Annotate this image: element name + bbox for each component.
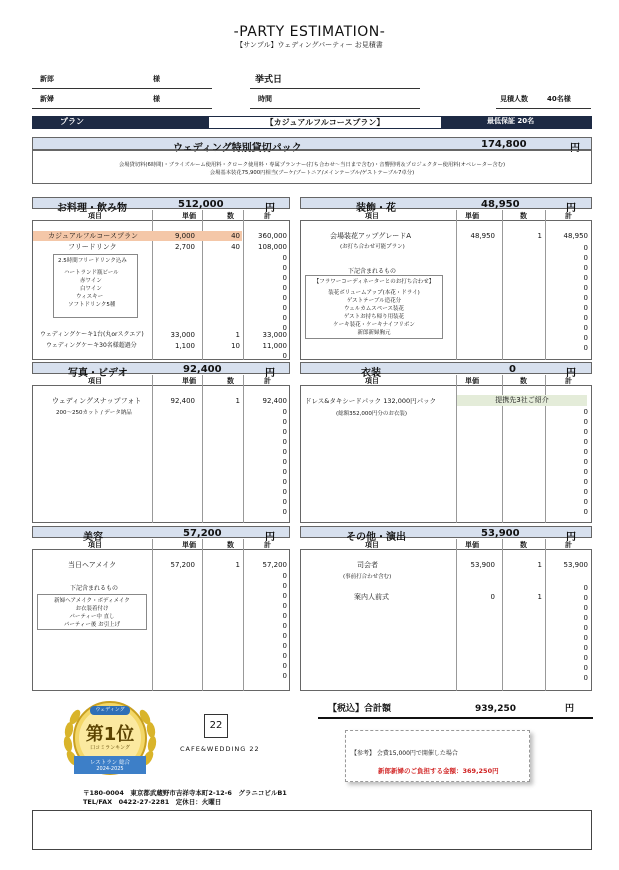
drink-note-7: ソフトドリンク5種 <box>68 302 116 308</box>
zero-cell: 0 <box>282 582 287 590</box>
bride-sama: 様 <box>153 95 160 103</box>
zero-cell: 0 <box>583 584 588 592</box>
pack-title: ウェディング特別貸切パック <box>173 143 302 154</box>
costume-col-item: 項目 <box>365 377 379 385</box>
photo-row-unit: 92,400 <box>170 397 195 405</box>
zero-cell: 0 <box>583 428 588 436</box>
zero-cell: 0 <box>583 344 588 352</box>
beauty-row-qty: 1 <box>235 561 240 569</box>
food-row-1-total: 360,000 <box>258 232 287 240</box>
food-col-item: 項目 <box>88 212 102 220</box>
costume-col-total: 計 <box>565 377 572 385</box>
ranking-badge <box>60 698 160 786</box>
zero-cell: 0 <box>583 478 588 486</box>
zero-cell: 0 <box>583 594 588 602</box>
beauty-col-item: 項目 <box>88 541 102 549</box>
drink-note-3: ハートランド瓶ビール <box>64 270 119 276</box>
plan-bar <box>32 116 592 129</box>
min-guarantee: 最低保証 20名 <box>487 117 535 125</box>
zero-cell: 0 <box>583 468 588 476</box>
total-yen: 円 <box>565 704 575 714</box>
reference-box <box>345 730 530 782</box>
time-label: 時間 <box>258 95 272 103</box>
flower-row-unit: 48,950 <box>470 232 495 240</box>
other-col-total: 計 <box>565 541 572 549</box>
beauty-row-total: 57,200 <box>262 561 287 569</box>
photo-col-unit: 単価 <box>182 377 196 385</box>
date-underline <box>250 88 420 89</box>
other-mc-sub: (事前打合わせ含む) <box>343 574 392 580</box>
beauty-header <box>32 526 290 543</box>
zero-cell: 0 <box>282 662 287 670</box>
drink-note-1: 2.5時間フリードリンク込み <box>58 258 127 264</box>
beauty-col-head <box>32 539 290 549</box>
zero-cell: 0 <box>583 498 588 506</box>
flower-col-item: 項目 <box>365 212 379 220</box>
costume-header <box>300 362 592 379</box>
flower-title: 装飾・花 <box>356 203 396 214</box>
other-guide-unit: 0 <box>490 593 495 601</box>
other-col-head <box>300 539 592 549</box>
zero-cell: 0 <box>583 324 588 332</box>
photo-row-qty: 1 <box>235 397 240 405</box>
flower-note-6: ゲストお持ち帰り用装花 <box>343 314 405 320</box>
flower-col-head <box>300 210 592 220</box>
drink-note-6: ウィスキー <box>76 294 104 300</box>
zero-cell: 0 <box>583 284 588 292</box>
zero-cell: 0 <box>282 468 287 476</box>
logo-number: 22 <box>209 720 223 731</box>
photo-row-sub: 200～250カット / データ納品 <box>56 410 132 416</box>
cake-row-2-unit: 1,100 <box>174 342 195 350</box>
flower-note-7: ケーキ装花・ケーキナイフリボン <box>333 322 415 328</box>
flower-note-8: 新郎新婦胸元 <box>357 330 391 336</box>
other-header <box>300 526 592 543</box>
zero-cell: 0 <box>583 664 588 672</box>
date-label: 挙式日 <box>255 75 283 85</box>
cake-row-1-name: ウェディングケーキ1台(丸orスクエア) <box>40 331 144 338</box>
cake-row-1-total: 33,000 <box>262 331 287 339</box>
other-guide-qty: 1 <box>537 593 542 601</box>
beauty-includes-label: 下記含まれるもの <box>70 585 119 592</box>
beauty-col-unit: 単価 <box>182 541 196 549</box>
zero-cell: 0 <box>282 612 287 620</box>
costume-row-name: ドレス&タキシードパック 132,000円パック <box>305 397 437 405</box>
notes-box <box>32 810 592 850</box>
zero-cell: 0 <box>583 254 588 262</box>
drink-note-4: 赤ワイン <box>80 278 102 284</box>
groom-underline <box>32 88 212 89</box>
other-zero-column <box>568 583 588 683</box>
costume-col-head <box>300 375 592 385</box>
flower-col-total: 計 <box>565 212 572 220</box>
flower-row-name: 会場装花アップグレードA <box>330 232 412 240</box>
zero-cell: 0 <box>583 274 588 282</box>
flower-note-1: 【フラワーコーディネーターとのお打ち合わせ】 <box>313 279 435 285</box>
costume-row-sub: (総額352,000円分のお衣装) <box>336 411 408 417</box>
zero-cell: 0 <box>282 508 287 516</box>
beauty-row-name: 当日ヘアメイク <box>68 561 117 569</box>
food-row-1-name: カジュアルフルコースプラン <box>48 232 138 240</box>
beauty-row-unit: 57,200 <box>170 561 195 569</box>
zero-cell: 0 <box>282 498 287 506</box>
pack-header <box>32 137 592 154</box>
zero-cell: 0 <box>282 592 287 600</box>
reference-line-1: 【参考】 会費15,000円で開催した場合 <box>351 750 458 757</box>
zero-cell: 0 <box>282 408 287 416</box>
badge-ribbon <box>74 756 146 774</box>
other-mc-qty: 1 <box>537 561 542 569</box>
cake-row-2-qty: 10 <box>231 342 240 350</box>
food-row-2-unit: 2,700 <box>174 243 195 251</box>
drink-note-box <box>53 254 138 318</box>
logo-mark <box>204 714 228 738</box>
groom-sama: 様 <box>153 75 160 83</box>
zero-cell: 0 <box>282 478 287 486</box>
flower-col-unit: 単価 <box>465 212 479 220</box>
flower-includes-label: 下記含まれるもの <box>348 268 397 275</box>
costume-yen: 円 <box>566 368 576 379</box>
pack-yen: 円 <box>570 143 580 154</box>
time-underline <box>250 108 420 109</box>
zero-cell: 0 <box>583 264 588 272</box>
bride-underline <box>32 108 212 109</box>
beauty-note-box <box>37 594 147 630</box>
food-header <box>32 197 290 214</box>
zero-cell: 0 <box>583 448 588 456</box>
guests-label: 見積人数 <box>500 95 528 103</box>
zero-cell: 0 <box>282 284 287 292</box>
badge-sub: 口コミランキング <box>90 745 130 751</box>
food-col-unit: 単価 <box>182 212 196 220</box>
zero-cell: 0 <box>282 448 287 456</box>
flower-zero-column <box>568 243 588 353</box>
zero-cell: 0 <box>583 614 588 622</box>
pack-amount: 174,800 <box>481 139 527 150</box>
food-yen: 円 <box>265 203 275 214</box>
costume-partner: 提携先3社ご紹介 <box>495 396 549 404</box>
costume-zero-column <box>568 407 588 517</box>
costume-amount: 0 <box>509 364 516 375</box>
zero-cell: 0 <box>583 644 588 652</box>
zero-cell: 0 <box>282 458 287 466</box>
food-zero-last <box>267 351 287 361</box>
photo-col-item: 項目 <box>88 377 102 385</box>
food-zero-column <box>267 253 287 333</box>
zero-cell: 0 <box>583 334 588 342</box>
other-title: その他・演出 <box>346 532 406 543</box>
costume-col-qty: 数 <box>520 377 527 385</box>
other-col-qty: 数 <box>520 541 527 549</box>
guests-underline <box>496 108 591 109</box>
groom-label: 新郎 <box>40 75 54 83</box>
beauty-note-3: パーティー中 直し <box>69 614 115 620</box>
zero-cell: 0 <box>583 294 588 302</box>
photo-col-head <box>32 375 290 385</box>
costume-col-unit: 単価 <box>465 377 479 385</box>
zero-cell: 0 <box>583 408 588 416</box>
beauty-amount: 57,200 <box>183 528 222 539</box>
flower-note-box <box>305 275 443 339</box>
zero-cell: 0 <box>583 634 588 642</box>
bride-label: 新婦 <box>40 95 54 103</box>
address-line-2: TEL/FAX 0422-27-2281 定休日：火曜日 <box>83 798 222 806</box>
cake-row-1-unit: 33,000 <box>170 331 195 339</box>
photo-title: 写真・ビデオ <box>68 368 128 379</box>
flower-note-5: ウェルカムスペース装花 <box>343 306 404 312</box>
logo-name: CAFE&WEDDING 22 <box>180 745 260 753</box>
photo-header <box>32 362 290 379</box>
beauty-note-1: 新婦ヘアメイク・ボディメイク <box>54 598 130 604</box>
pack-body <box>32 150 592 184</box>
total-amount: 939,250 <box>475 704 516 714</box>
costume-title: 衣装 <box>361 368 381 379</box>
other-mc-name: 司会者 <box>357 561 378 569</box>
zero-cell: 0 <box>282 352 287 360</box>
food-row-2-name: フリードリンク <box>68 243 117 251</box>
zero-cell: 0 <box>583 304 588 312</box>
food-row-2-total: 108,000 <box>258 243 287 251</box>
address-line-1: 〒180-0004 東京都武蔵野市吉祥寺本町2-12-6 グラニコビルB1 <box>83 789 287 797</box>
costume-partner-cell <box>457 395 587 406</box>
beauty-zero-column <box>267 571 287 681</box>
badge-ribbon-text: レストラン 総合 <box>89 760 131 766</box>
beauty-note-2: お衣装着付け <box>75 606 109 612</box>
food-row-1-unit: 9,000 <box>174 232 195 240</box>
zero-cell: 0 <box>583 624 588 632</box>
other-amount: 53,900 <box>481 528 520 539</box>
cake-row-2-total: 11,000 <box>262 342 287 350</box>
flower-amount: 48,950 <box>481 199 520 210</box>
food-title: お料理・飲み物 <box>57 203 127 214</box>
guests-value: 40名様 <box>547 95 571 103</box>
flower-header <box>300 197 592 214</box>
zero-cell: 0 <box>583 654 588 662</box>
beauty-col-total: 計 <box>264 541 271 549</box>
zero-cell: 0 <box>282 294 287 302</box>
photo-col-qty: 数 <box>227 377 234 385</box>
plan-name: 【カジュアルフルコースプラン】 <box>265 118 385 127</box>
pack-line-2: 会場基本装花75,900円相当(ブーケ/ブートニア/メインテーブル/ゲストテーブル7卓分) <box>209 170 415 176</box>
zero-cell: 0 <box>583 604 588 612</box>
zero-cell: 0 <box>583 674 588 682</box>
plan-label: プラン <box>60 117 84 126</box>
zero-cell: 0 <box>282 324 287 332</box>
food-row-2-qty: 40 <box>231 243 240 251</box>
zero-cell: 0 <box>583 458 588 466</box>
other-col-item: 項目 <box>365 541 379 549</box>
flower-row-total: 48,950 <box>563 232 588 240</box>
zero-cell: 0 <box>282 264 287 272</box>
page-subtitle: 【サンプル】ウェディングパーティー お見積書 <box>236 41 383 49</box>
flower-row-sub: (お打ち合わせ可能プラン) <box>340 244 405 250</box>
other-mc-unit: 53,900 <box>470 561 495 569</box>
zero-cell: 0 <box>282 428 287 436</box>
zero-cell: 0 <box>583 314 588 322</box>
total-label: 【税込】合計額 <box>328 704 392 714</box>
zero-cell: 0 <box>282 672 287 680</box>
food-col-total: 計 <box>264 212 271 220</box>
zero-cell: 0 <box>282 572 287 580</box>
beauty-col-qty: 数 <box>227 541 234 549</box>
beauty-note-4: パーティー後 お引上げ <box>63 622 121 628</box>
flower-col-qty: 数 <box>520 212 527 220</box>
zero-cell: 0 <box>583 244 588 252</box>
photo-zero-column <box>267 407 287 517</box>
zero-cell: 0 <box>282 418 287 426</box>
zero-cell: 0 <box>282 438 287 446</box>
zero-cell: 0 <box>282 652 287 660</box>
flower-note-4: ゲストテーブル造花分 <box>346 298 402 304</box>
zero-cell: 0 <box>583 418 588 426</box>
other-guide-name: 案内人前式 <box>354 593 389 601</box>
photo-yen: 円 <box>265 368 275 379</box>
photo-col-total: 計 <box>264 377 271 385</box>
flower-yen: 円 <box>566 203 576 214</box>
zero-cell: 0 <box>282 314 287 322</box>
page-title: -PARTY ESTIMATION- <box>233 24 386 40</box>
zero-cell: 0 <box>282 254 287 262</box>
flower-note-3: 装花ボリュームアップ(本花・ドライ) <box>328 290 420 296</box>
food-col-head <box>32 210 290 220</box>
other-yen: 円 <box>566 532 576 543</box>
other-body <box>300 549 592 691</box>
pack-line-1: 会場貸切料(6時間)・ブライズルーム使用料・クローク使用料・専属プランナー(打ち合わせ～当日まで含む)・音響照明＆プロジェクター使用料(オペレーター含む) <box>118 162 506 168</box>
photo-row-total: 92,400 <box>262 397 287 405</box>
zero-cell: 0 <box>583 438 588 446</box>
other-mc-total: 53,900 <box>563 561 588 569</box>
badge-rank: 第1位 <box>85 724 135 745</box>
zero-cell: 0 <box>282 642 287 650</box>
badge-year: 2024-2025 <box>96 766 124 772</box>
plan-name-box <box>208 116 442 129</box>
zero-cell: 0 <box>282 632 287 640</box>
other-col-unit: 単価 <box>465 541 479 549</box>
food-col-qty: 数 <box>227 212 234 220</box>
photo-amount: 92,400 <box>183 364 222 375</box>
zero-cell: 0 <box>282 304 287 312</box>
cake-row-1-qty: 1 <box>235 331 240 339</box>
food-row-1-qty: 40 <box>231 232 240 240</box>
zero-cell: 0 <box>583 508 588 516</box>
zero-cell: 0 <box>282 274 287 282</box>
reference-line-2: 新郎新婦のご負担する金額：369,250円 <box>378 767 499 775</box>
zero-cell: 0 <box>583 488 588 496</box>
photo-row-name: ウェディングスナップフォト <box>52 397 142 405</box>
zero-cell: 0 <box>282 622 287 630</box>
beauty-yen: 円 <box>265 532 275 543</box>
drink-note-5: 白ワイン <box>80 286 102 292</box>
zero-cell: 0 <box>282 488 287 496</box>
cake-row-2-name: ウェディングケーキ30名様超過分 <box>46 342 137 349</box>
total-underline <box>318 717 593 719</box>
badge-top: ウェディング <box>90 706 130 715</box>
flower-row-qty: 1 <box>537 232 542 240</box>
zero-cell: 0 <box>282 602 287 610</box>
beauty-title: 美容 <box>83 532 103 543</box>
photo-body <box>32 385 290 523</box>
food-amount: 512,000 <box>178 199 224 210</box>
